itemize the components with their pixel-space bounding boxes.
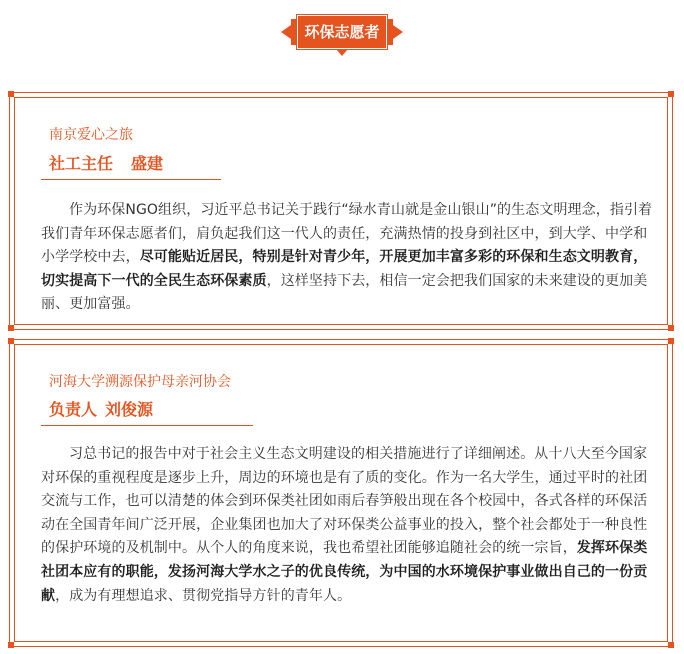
heading-underline — [41, 425, 253, 426]
organization-name: 南京爱心之旅 — [49, 127, 133, 143]
paragraph-text: ，成为有理想追求、贯彻党指导方针的青年人。 — [55, 587, 352, 604]
corner-ornament — [668, 338, 674, 344]
leader-name: 刘俊源 — [105, 400, 154, 419]
header-banner — [0, 0, 684, 60]
paragraph-highlight: 尽可能贴近居民，特别是针对青少年，开展更加丰富多彩的环保和生态文明教育，切实提高下一代的全民生态环保素质 — [41, 249, 648, 289]
ribbon-left-tail — [281, 25, 291, 39]
ribbon-right-tail — [393, 25, 403, 39]
leader-line — [49, 397, 153, 420]
organization-name: 河海大学溯源保护母亲河协会 — [49, 374, 231, 390]
corner-ornament — [668, 91, 674, 97]
section-title: 环保志愿者 — [297, 15, 387, 49]
corner-ornament — [668, 325, 674, 331]
paragraph-text: ，这样坚持下去，相信一定会把我们国家的未来建设的更加美丽、更加富强。 — [41, 272, 648, 313]
quote-paragraph — [41, 443, 653, 608]
heading-underline — [41, 179, 221, 180]
paragraph-text: 作为环保NGO组织，习近平总书记关于践行“绿水青山就是金山银山”的生态文明理念，指引着我们青年环保志愿者们，肩负起我们这一代人的责任，充满热情的投身到社区中，到大学、中学和小学学校中去， — [41, 202, 653, 266]
quote-paragraph — [41, 199, 653, 317]
corner-ornament — [8, 338, 14, 344]
leader-role: 负责人 — [49, 400, 98, 419]
leader-name: 盛建 — [131, 154, 164, 173]
title-ribbon — [291, 15, 393, 49]
paragraph-highlight: 发挥环保类社团本应有的职能，发扬河海大学水之子的优良传统，为中国的水环境保护事业做出自己的一份贡献 — [41, 540, 648, 604]
leader-line — [49, 151, 163, 174]
corner-ornament — [668, 642, 674, 648]
paragraph-text: 习总书记的报告中对于社会主义生态文明建设的相关措施进行了详细阐述。从十八大至今国家对环保的重视程度是逐步上升，周边的环境也是有了质的变化。作为一名大学生，通过平时的社团交流与工作，也可以清楚的体会到环保类社团如雨后春笋般出现在各个校园中，各式各样的环保活动在全国青年间广泛开展，企业集团也加大了对环保类公益事业的投入，整个社会都处于一种良性的保护环境的及机制中。从个人的角度来说，我也希望社团能够追随社会的统一宗旨， — [41, 446, 648, 557]
corner-ornament — [8, 642, 14, 648]
corner-ornament — [8, 325, 14, 331]
volunteer-card-2 — [9, 339, 673, 647]
ribbon-pointer-icon — [336, 49, 348, 56]
leader-role: 社工主任 — [49, 154, 114, 173]
corner-ornament — [8, 91, 14, 97]
volunteer-card-1 — [9, 92, 673, 330]
